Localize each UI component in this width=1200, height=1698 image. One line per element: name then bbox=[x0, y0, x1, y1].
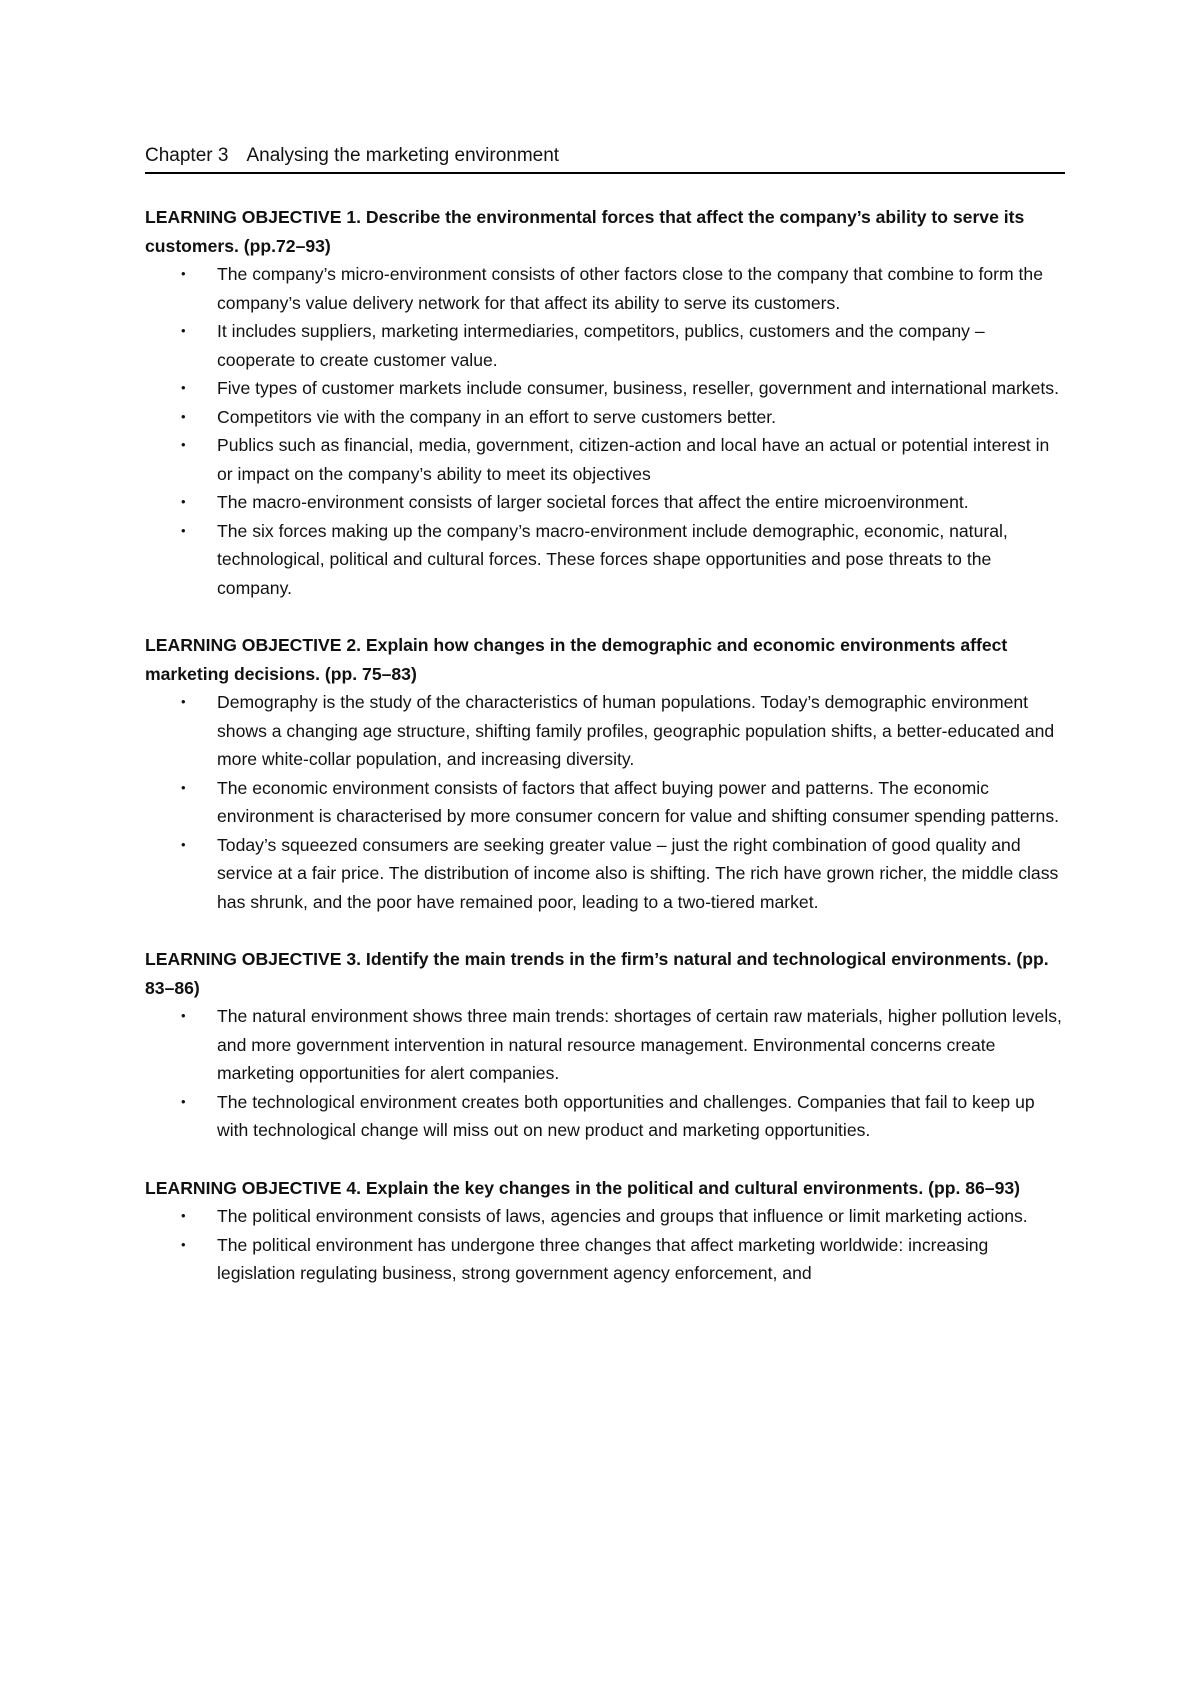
list-item bbox=[181, 688, 1065, 774]
list-item-text: Demography is the study of the characteristics of human populations. Today’s demographic environment shows a changing age structure, shifting family profiles, geographic population shifts, a better-educated and more white-collar population, and increasing diversity. bbox=[217, 692, 1055, 769]
bullet-icon: • bbox=[181, 408, 186, 424]
list-item bbox=[181, 260, 1065, 317]
list-item-text: The economic environment consists of factors that affect buying power and patterns. The economic environment is characterised by more consumer concern for value and shifting consumer spending patterns. bbox=[217, 777, 1060, 826]
list-item bbox=[181, 1002, 1065, 1088]
bullet-icon: • bbox=[181, 1208, 186, 1223]
learning-objective-heading: LEARNING OBJECTIVE 1. Describe the environmental forces that affect the company’s ability to serve its customers. (pp.72–93) bbox=[145, 207, 1025, 256]
chapter-number: Chapter 3 bbox=[145, 145, 229, 166]
objective-section-1 bbox=[145, 203, 1065, 602]
list-item-text: The political environment consists of laws, agencies and groups that influence or limit marketing actions. bbox=[217, 1206, 1028, 1226]
list-item-text: The political environment has undergone three changes that affect marketing worldwide: increasing legislation regulating business, strong government agency enforcement, and bbox=[217, 1234, 989, 1283]
list-item bbox=[181, 517, 1065, 603]
document-page bbox=[145, 144, 1065, 1288]
list-item-text: The technological environment creates both opportunities and challenges. Companies that fail to keep up with technological change will miss out on new product and marketing opportunities. bbox=[217, 1091, 1035, 1140]
list-item bbox=[181, 488, 1065, 517]
list-item-text: The six forces making up the company’s macro-environment include demographic, economic, natural, technological, political and cultural forces. These forces shape opportunities and pose threats to the company. bbox=[217, 520, 1008, 598]
bullet-icon: • bbox=[181, 522, 186, 538]
list-item-text: The natural environment shows three main trends: shortages of certain raw materials, higher pollution levels, and more government intervention in natural resource management. Environmental concerns create marketing opportunities for alert companies. bbox=[217, 1006, 1062, 1083]
list-item bbox=[181, 431, 1065, 488]
list-item-text: It includes suppliers, marketing intermediaries, competitors, publics, customers and the company – cooperate to create customer value. bbox=[217, 321, 985, 370]
list-item bbox=[181, 403, 1065, 432]
list-item bbox=[181, 1202, 1065, 1231]
list-item-text: The macro-environment consists of larger societal forces that affect the entire microenvironment. bbox=[217, 492, 969, 512]
list-item-text: Publics such as financial, media, government, citizen-action and local have an actual or potential interest in or impact on the company’s ability to meet its objectives bbox=[217, 435, 1050, 484]
bullet-icon: • bbox=[181, 836, 186, 852]
bullet-icon: • bbox=[181, 380, 186, 395]
bullet-list bbox=[145, 1202, 1065, 1288]
bullet-list bbox=[145, 688, 1065, 916]
list-item-text: Five types of customer markets include consumer, business, reseller, government and international markets. bbox=[217, 378, 1059, 398]
learning-objective-heading: LEARNING OBJECTIVE 4. Explain the key changes in the political and cultural environments. (pp. 86–93) bbox=[145, 1177, 1021, 1198]
objective-section-4 bbox=[145, 1174, 1065, 1288]
bullet-icon: • bbox=[181, 1008, 186, 1023]
bullet-icon: • bbox=[181, 694, 186, 709]
list-item bbox=[181, 831, 1065, 917]
list-item-text: Competitors vie with the company in an effort to serve customers better. bbox=[217, 406, 777, 427]
bullet-icon: • bbox=[181, 1093, 186, 1109]
bullet-icon: • bbox=[181, 323, 186, 338]
list-item bbox=[181, 317, 1065, 374]
list-item bbox=[181, 1088, 1065, 1145]
bullet-icon: • bbox=[181, 437, 186, 452]
bullet-icon: • bbox=[181, 266, 186, 281]
list-item bbox=[181, 774, 1065, 831]
learning-objective-heading: LEARNING OBJECTIVE 2. Explain how changes in the demographic and economic environments affect marketing decisions. (pp. 75–83) bbox=[145, 635, 1008, 684]
learning-objective-heading: LEARNING OBJECTIVE 3. Identify the main trends in the firm’s natural and technological environments. (pp. 83–86) bbox=[145, 949, 1049, 998]
bullet-icon: • bbox=[181, 779, 186, 795]
bullet-list bbox=[145, 1002, 1065, 1145]
bullet-icon: • bbox=[181, 1236, 186, 1252]
list-item bbox=[181, 374, 1065, 403]
objective-section-2 bbox=[145, 631, 1065, 916]
list-item bbox=[181, 1231, 1065, 1288]
bullet-icon: • bbox=[181, 494, 186, 509]
page-header bbox=[145, 144, 1065, 174]
bullet-list bbox=[145, 260, 1065, 602]
objective-section-3 bbox=[145, 945, 1065, 1145]
list-item-text: Today’s squeezed consumers are seeking greater value – just the right combination of good quality and service at a fair price. The distribution of income also is shifting. The rich have grown richer, the middle class has shrunk, and the poor have remained poor, leading to a two-tiered market. bbox=[217, 834, 1059, 912]
chapter-title: Analysing the marketing environment bbox=[246, 145, 560, 166]
list-item-text: The company’s micro-environment consists of other factors close to the company that combine to form the company’s value delivery network for that affect its ability to serve its customers. bbox=[217, 264, 1043, 313]
